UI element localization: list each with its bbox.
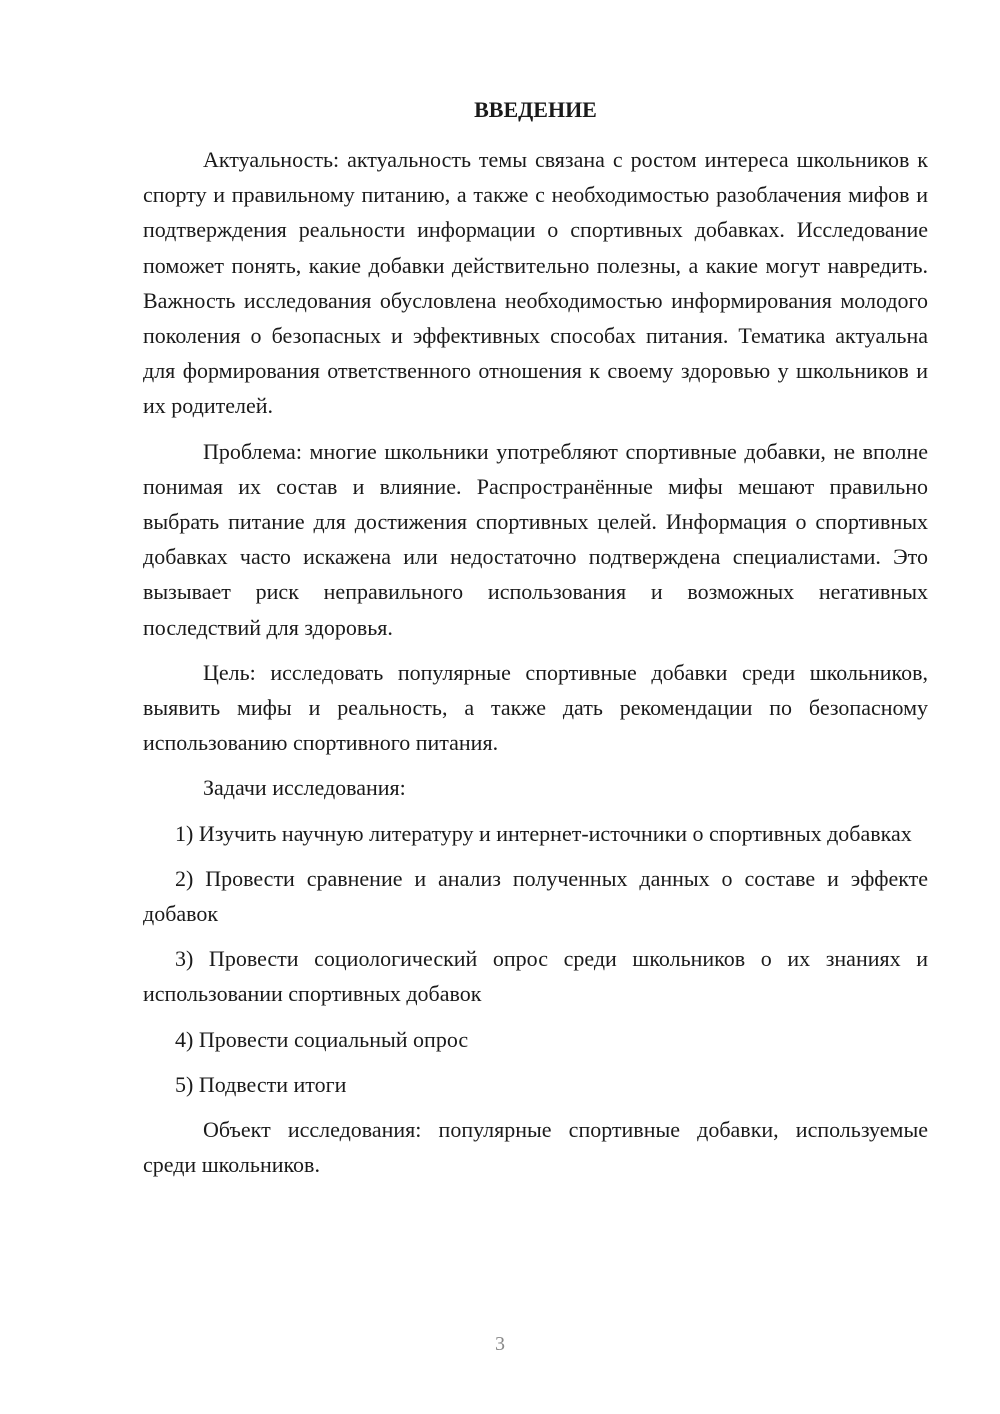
paragraph-goal: Цель: исследовать популярные спортивные добавки среди школьников, выявить мифы и реальность, а также дать рекомендации по безопасному использованию спортивного питания. — [143, 659, 928, 756]
paragraph-relevance: Актуальность: актуальность темы связана с ростом интереса школьников к спорту и правильному питанию, а также с необходимостью разоблачения мифов и подтверждения реальности информации о спортивных добавках. Исследование поможет понять, какие добавки действительно полезны, а какие могут навредить. Важность исследования обусловлена необходимостью информирования молодого поколения о безопасных и эффективных способах питания. Тематика актуальна для формирования ответственного отношения к своему здоровью у школьников и их родителей. — [143, 147, 928, 419]
tasks-heading: Задачи исследования: — [203, 775, 406, 801]
task-item-2: 2) Провести сравнение и анализ полученных данных о составе и эффекте добавок — [143, 865, 928, 927]
task-item-5: 5) Подвести итоги — [175, 1071, 347, 1097]
page-number: 3 — [495, 1333, 505, 1355]
task-item-3: 3) Провести социологический опрос среди школьников о их знаниях и использовании спортивных добавок — [143, 946, 928, 1007]
document-page — [143, 94, 928, 1192]
task-item-1: 1) Изучить научную литературу и интернет-источники о спортивных добавках — [175, 820, 912, 846]
task-item-4: 4) Провести социальный опрос — [175, 1026, 469, 1052]
paragraph-object: Объект исследования: популярные спортивные добавки, используемые среди школьников. — [143, 1117, 928, 1178]
paragraph-problem: Проблема: многие школьники употребляют спортивные добавки, не вполне понимая их состав и влияние. Распространённые мифы мешают правильно выбрать питание для достижения спортивных целей. Информация о спортивных добавках часто искажена или недостаточно подтверждена специалистами. Это вызывает риск неправильного использования и возможных негативных последствий для здоровья. — [143, 438, 928, 640]
section-title: ВВЕДЕНИЕ — [474, 97, 597, 122]
